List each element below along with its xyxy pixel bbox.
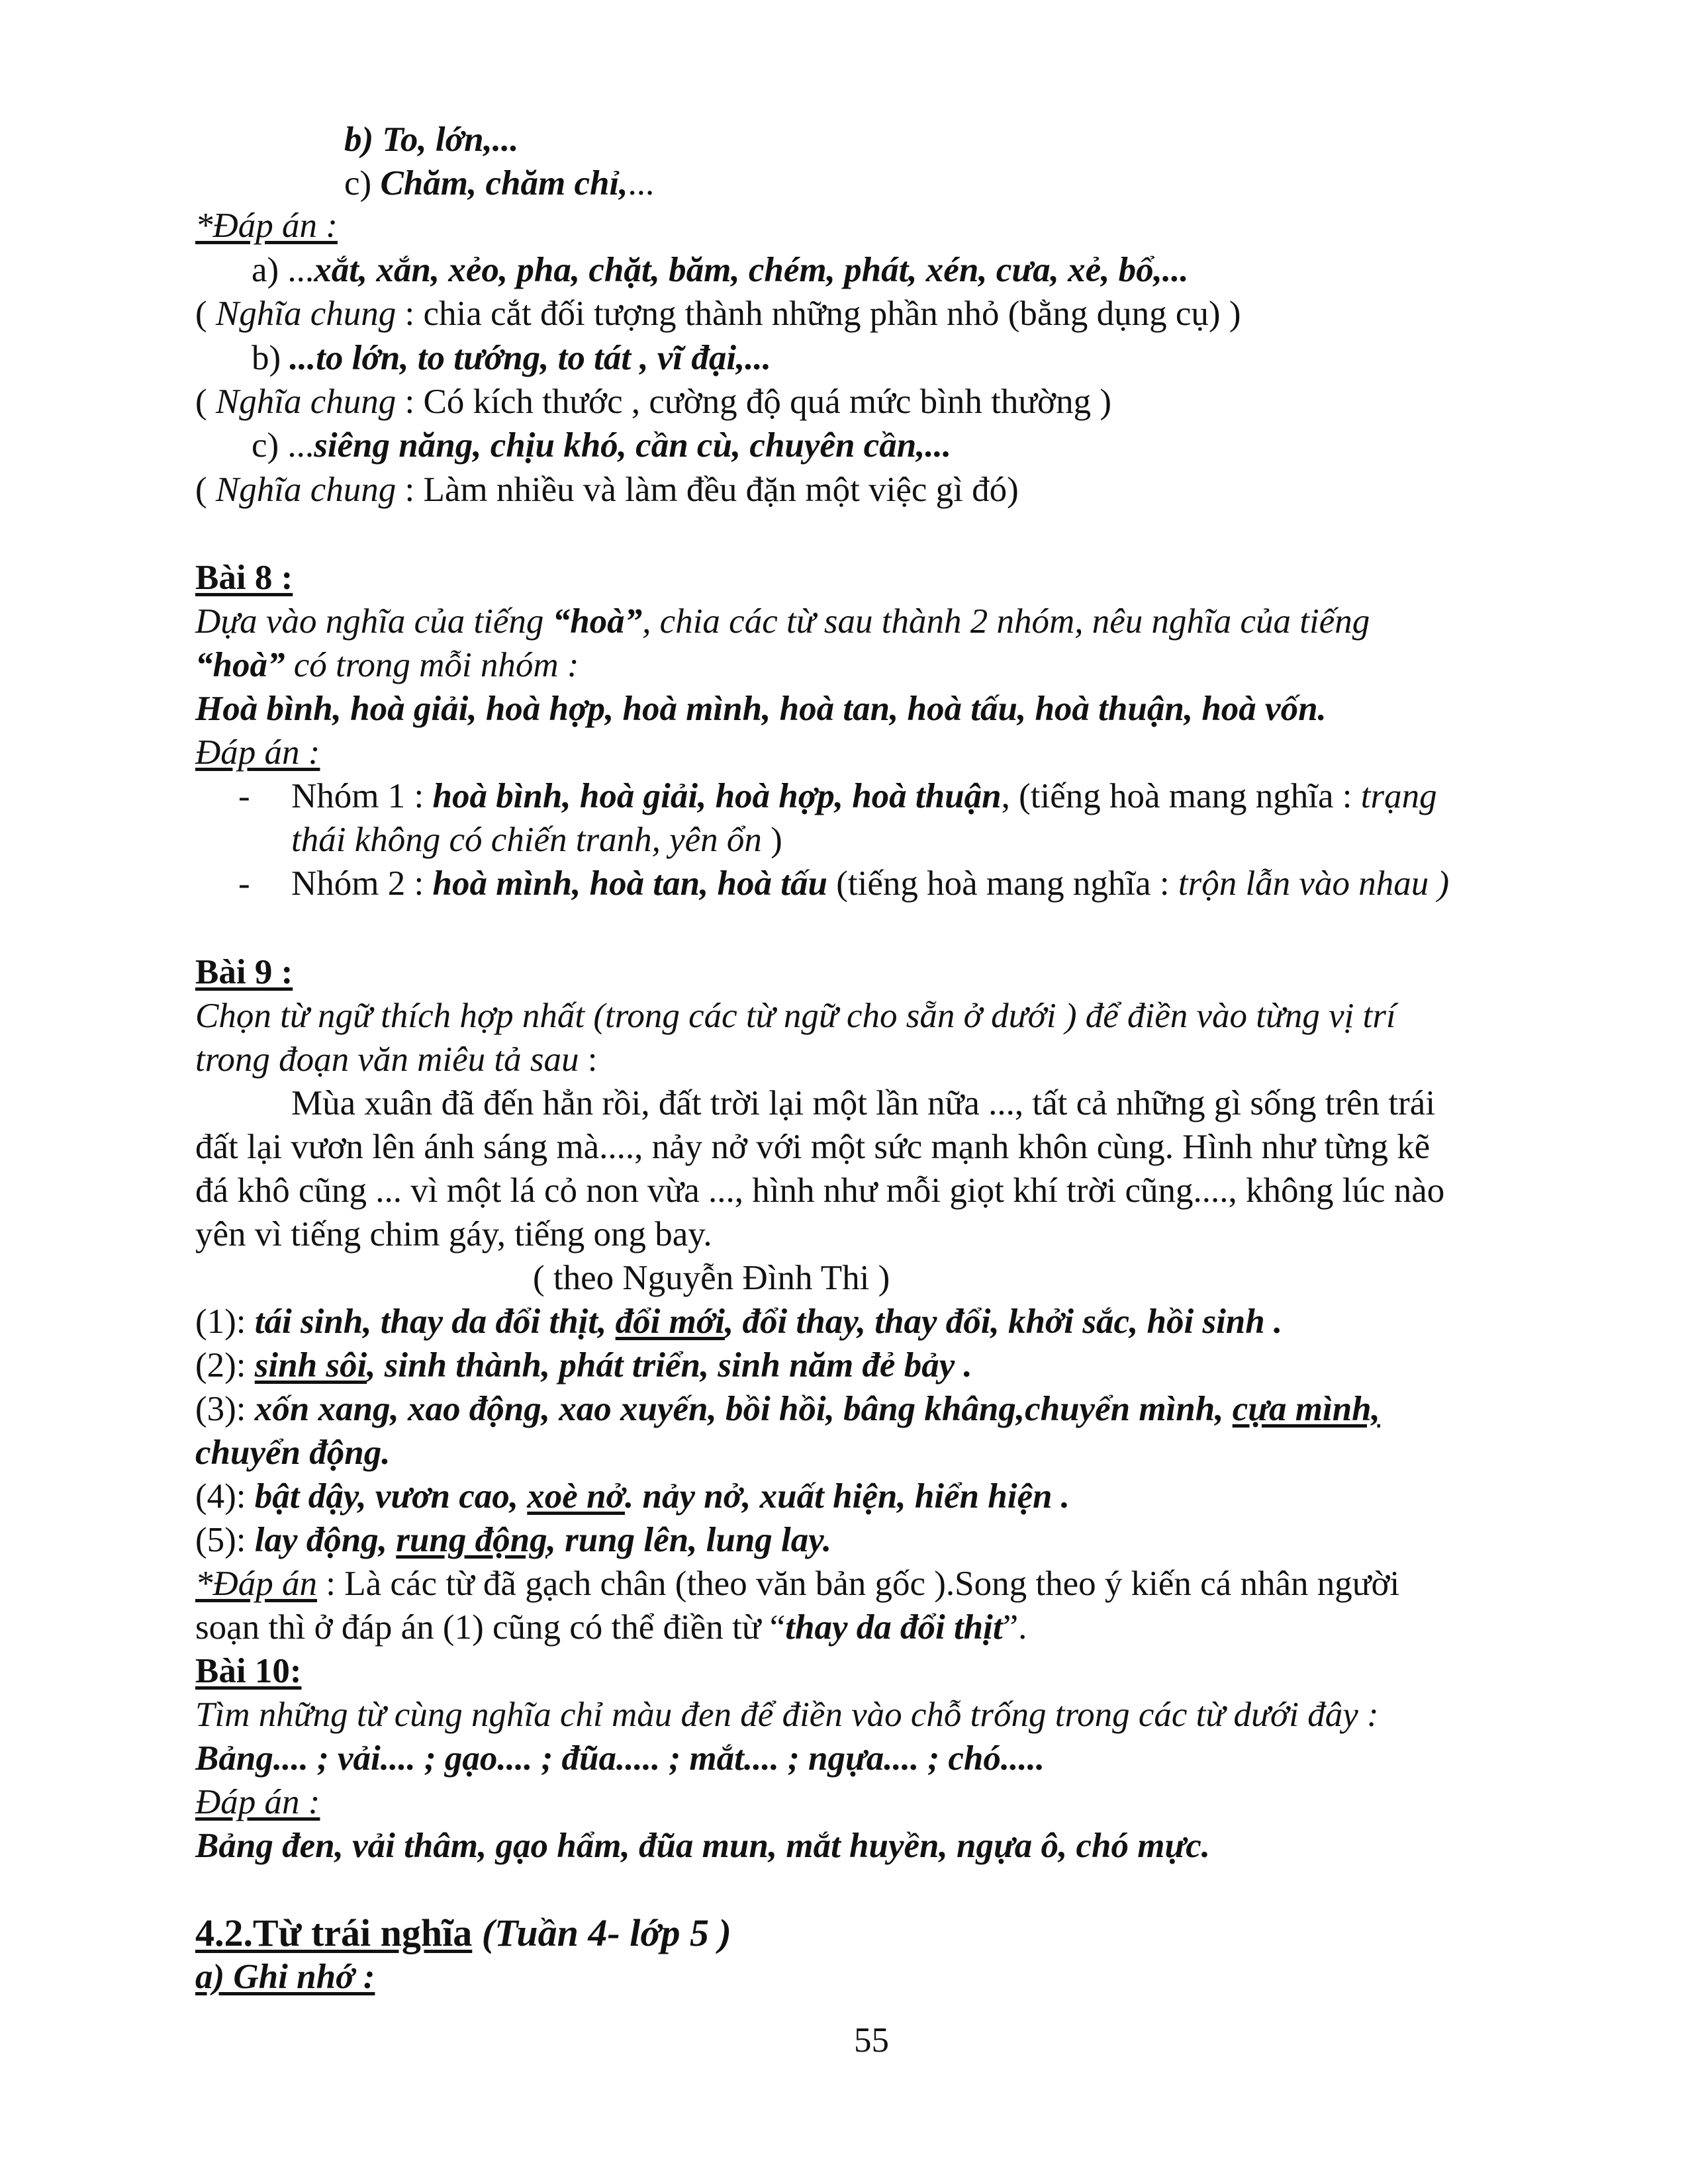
bai10-prompt: Tìm những từ cùng nghĩa chỉ màu đen để điền vào chỗ trống trong các từ dưới đây : — [195, 1696, 1379, 1734]
bai9-option-1: (1): tái sinh, thay da đổi thịt, đổi mới, đổi thay, thay đổi, khởi sắc, hồi sinh . — [195, 1302, 1283, 1341]
bai9-option-2: (2): sinh sôi, sinh thành, phát triển, sinh năm đẻ bảy . — [195, 1346, 972, 1385]
answer-a-meaning: ( Nghĩa chung : chia cắt đối tượng thành những phần nhỏ (bằng dụng cụ) ) — [195, 295, 1241, 333]
answer-c: c) ...siêng năng, chịu khó, cần cù, chuyên cần,... — [252, 426, 952, 465]
bai9-answer-line2: soạn thì ở đáp án (1) cũng có thể điền từ “thay da đổi thịt”. — [195, 1608, 1027, 1647]
bai9-option-3: (3): xốn xang, xao động, xao xuyến, bồi hồi, bâng khâng,chuyển mình, cựa mình, — [195, 1390, 1380, 1428]
bullet-dash: - — [238, 864, 250, 903]
bai9-option-3-cont: chuyển động. — [195, 1433, 391, 1472]
bai10-words: Bảng.... ; vải.... ; gạo.... ; đũa..... ; mắt.... ; ngựa.... ; chó..... — [195, 1739, 1045, 1778]
bai9-source: ( theo Nguyễn Đình Thi ) — [533, 1259, 890, 1297]
bai8-group2: Nhóm 2 : hoà mình, hoà tan, hoà tấu (tiếng hoà mang nghĩa : trộn lẫn vào nhau ) — [291, 864, 1450, 903]
bai9-option-4: (4): bật dậy, vươn cao, xoè nở. nảy nở, xuất hiện, hiển hiện . — [195, 1477, 1070, 1516]
bai9-paragraph-line1: Mùa xuân đã đến hẳn rồi, đất trời lại một lần nữa ..., tất cả những gì sống trên trái — [291, 1084, 1436, 1122]
answer-b: b) ...to lớn, to tướng, to tát , vĩ đại,... — [252, 339, 772, 377]
bai9-title: Bài 9 : — [195, 953, 293, 991]
bai8-group1: Nhóm 1 : hoà bình, hoà giải, hoà hợp, hoà thuận, (tiếng hoà mang nghĩa : trạng — [291, 777, 1437, 815]
bai8-prompt-line2: “hoà” có trong mỗi nhóm : — [195, 646, 579, 684]
answer-b-meaning: ( Nghĩa chung : Có kích thước , cường độ quá mức bình thường ) — [195, 383, 1111, 421]
bai9-prompt-line2: trong đoạn văn miêu tả sau : — [195, 1040, 598, 1079]
bullet-dash: - — [238, 777, 250, 815]
bai9-paragraph-line3: đá khô cũng ... vì một lá cỏ non vừa ..., hình như mỗi giọt khí trời cũng...., không lúc nào — [195, 1171, 1445, 1210]
bai9-prompt-line1: Chọn từ ngữ thích hợp nhất (trong các từ ngữ cho sẵn ở dưới ) để điền vào từng vị trí — [195, 997, 1396, 1035]
bai9-paragraph-line2: đất lại vươn lên ánh sáng mà...., nảy nở với một sức mạnh khôn cùng. Hình như từng kẽ — [195, 1128, 1430, 1166]
answer-c-meaning: ( Nghĩa chung : Làm nhiều và làm đều đặn một việc gì đó) — [195, 471, 1019, 509]
bai10-dapan: Đáp án : — [195, 1783, 320, 1821]
bai8-group1-cont: thái không có chiến tranh, yên ổn ) — [291, 821, 782, 859]
bai9-option-5: (5): lay động, rung động, rung lên, lung lay. — [195, 1521, 832, 1559]
section-ghi-nho: a) Ghi nhớ : — [195, 1958, 375, 1996]
bai8-prompt-line1: Dựa vào nghĩa của tiếng “hoà”, chia các từ sau thành 2 nhóm, nêu nghĩa của tiếng — [195, 602, 1370, 641]
bai9-answer-line1: *Đáp án : Là các từ đã gạch chân (theo văn bản gốc ).Song theo ý kiến cá nhân người — [195, 1565, 1400, 1603]
bai9-paragraph-line4: yên vì tiếng chim gáy, tiếng ong bay. — [195, 1215, 712, 1253]
bai8-words: Hoà bình, hoà giải, hoà hợp, hoà mình, hoà tan, hoà tấu, hoà thuận, hoà vốn. — [195, 690, 1327, 728]
bai10-title: Bài 10: — [195, 1652, 302, 1690]
section-heading: 4.2.Từ trái nghĩa (Tuần 4- lớp 5 ) — [195, 1911, 731, 1954]
bai8-dapan: Đáp án : — [195, 733, 320, 772]
dapan-heading: *Đáp án : — [195, 206, 338, 245]
bai10-answer: Bảng đen, vải thâm, gạo hẩm, đũa mun, mắt huyền, ngựa ô, chó mực. — [195, 1827, 1211, 1865]
item-b: b) To, lớn,... — [344, 120, 519, 159]
bai8-title: Bài 8 : — [195, 559, 293, 597]
answer-a: a) ...xắt, xắn, xẻo, pha, chặt, băm, chém, phát, xén, cưa, xẻ, bổ,... — [252, 251, 1189, 289]
page-number: 55 — [854, 2021, 889, 2060]
item-c: c) Chăm, chăm chỉ,... — [344, 164, 655, 203]
